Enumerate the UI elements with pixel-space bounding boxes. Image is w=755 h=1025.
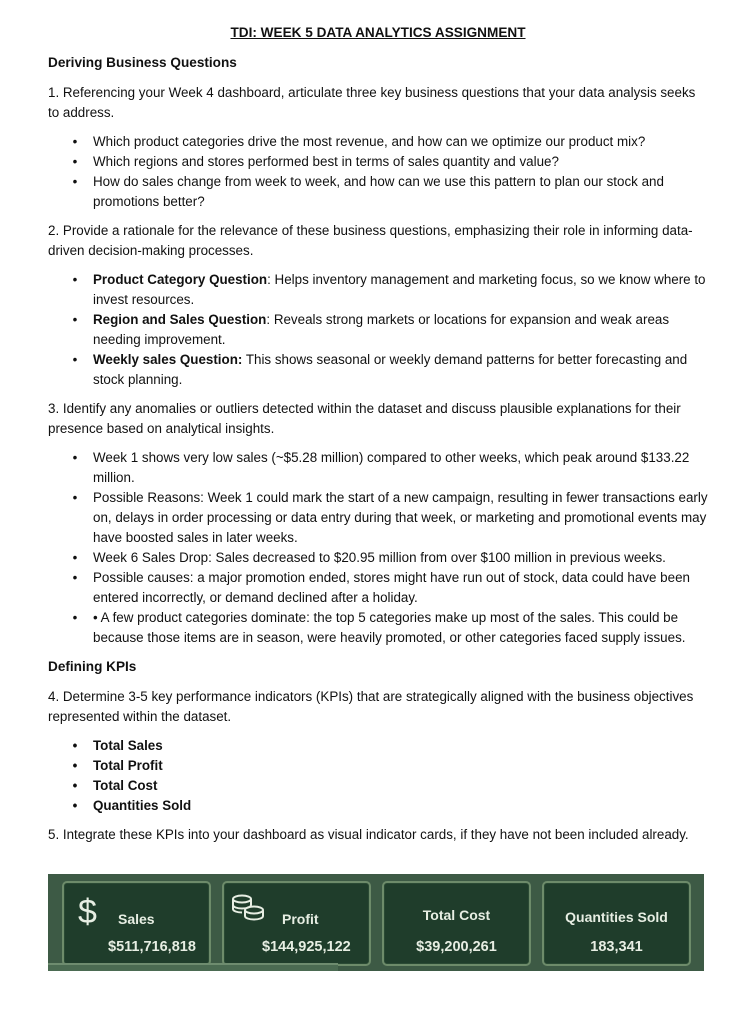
- document-title: TDI: WEEK 5 DATA ANALYTICS ASSIGNMENT: [230, 25, 526, 40]
- kpi-label: Quantities Sold: [565, 909, 668, 925]
- question-4: 4. Determine 3-5 key performance indicators (KPIs) that are strategically aligned with the business objectives represented within the dataset.: [48, 689, 694, 724]
- kpi-card-profit: [222, 881, 371, 966]
- kpi-value: $39,200,261: [416, 939, 497, 955]
- question-1: 1. Referencing your Week 4 dashboard, articulate three key business questions that your data analysis seeks to address.: [48, 85, 696, 120]
- kpi-cards-image: [48, 874, 704, 971]
- bullet-icon: •: [72, 550, 78, 565]
- bullet-icon: •: [72, 272, 78, 287]
- bullet-icon: •: [72, 154, 78, 169]
- banner-bottom-strip: [48, 963, 338, 971]
- bullet-icon: •: [72, 490, 78, 505]
- question-2: 2. Provide a rationale for the relevance of these business questions, emphasizing their role in informing data-driven decision-making processes.: [48, 223, 693, 258]
- kpi-card-total-cost: [382, 881, 531, 966]
- bullet-icon: •: [72, 798, 78, 813]
- kpi-value: $511,716,818: [108, 939, 196, 955]
- kpi-value: $144,925,122: [262, 939, 351, 955]
- list-item: • Product Category Question: Helps inventory management and marketing focus, so we know where to invest resources.: [48, 270, 708, 310]
- bullet-icon: •: [72, 352, 78, 367]
- list-item: • Total Profit: [48, 756, 708, 776]
- bullet-icon: •: [72, 570, 78, 585]
- bullet-icon: •: [72, 312, 78, 327]
- list-item: • Weekly sales Question: This shows seasonal or weekly demand patterns for better forecasting and stock planning.: [48, 350, 708, 390]
- dollar-icon: $: [78, 893, 97, 931]
- bullet-icon: •: [72, 174, 78, 189]
- bullet-icon: •: [72, 758, 78, 773]
- kpi-label: Total Cost: [422, 907, 491, 923]
- question-3-list: [48, 448, 708, 648]
- list-item: • Total Cost: [48, 776, 708, 796]
- coins-icon: [230, 893, 266, 923]
- list-item: • Which regions and stores performed best in terms of sales quantity and value?: [48, 152, 708, 172]
- bullet-icon: •: [72, 738, 78, 753]
- question-2-list: [48, 270, 708, 390]
- bullet-icon: •: [72, 610, 78, 625]
- section-heading-business-questions: Deriving Business Questions: [48, 55, 237, 70]
- list-item: • Quantities Sold: [48, 796, 708, 816]
- kpi-card-quantities-sold: [542, 881, 691, 966]
- bullet-icon: •: [72, 450, 78, 465]
- kpi-label: Profit: [282, 911, 319, 927]
- bullet-icon: •: [72, 778, 78, 793]
- list-item: • How do sales change from week to week, and how can we use this pattern to plan our stock and promotions better?: [48, 172, 708, 212]
- kpi-value: 183,341: [590, 939, 643, 955]
- section-heading-kpis: Defining KPIs: [48, 659, 137, 674]
- question-3: 3. Identify any anomalies or outliers detected within the dataset and discuss plausible explanations for their presence based on analytical insights.: [48, 401, 681, 436]
- list-item: • Region and Sales Question: Reveals strong markets or locations for expansion and weak areas needing improvement.: [48, 310, 708, 350]
- list-item: • Week 6 Sales Drop: Sales decreased to $20.95 million from over $100 million in previous weeks.: [48, 548, 708, 568]
- list-item: • • A few product categories dominate: the top 5 categories make up most of the sales. This could be because those items are in season, were heavily promoted, or other categories faced supply issues.: [48, 608, 708, 648]
- document-page: [48, 22, 708, 845]
- kpi-card-sales: [62, 881, 211, 966]
- kpi-list: [48, 736, 708, 816]
- list-item: • Which product categories drive the most revenue, and how can we optimize our product mix?: [48, 132, 708, 152]
- question-1-list: [48, 132, 708, 212]
- kpi-label: Sales: [118, 911, 155, 927]
- list-item: • Total Sales: [48, 736, 708, 756]
- question-5: 5. Integrate these KPIs into your dashboard as visual indicator cards, if they have not been included already.: [48, 827, 689, 842]
- list-item: • Possible Reasons: Week 1 could mark the start of a new campaign, resulting in fewer transactions early on, delays in order processing or data entry during that week, or marketing and promotional events may have boosted sales in later weeks.: [48, 488, 708, 548]
- list-item: • Possible causes: a major promotion ended, stores might have run out of stock, data could have been entered incorrectly, or demand declined after a holiday.: [48, 568, 708, 608]
- bullet-icon: •: [72, 134, 78, 149]
- list-item: • Week 1 shows very low sales (~$5.28 million) compared to other weeks, which peak around $133.22 million.: [48, 448, 708, 488]
